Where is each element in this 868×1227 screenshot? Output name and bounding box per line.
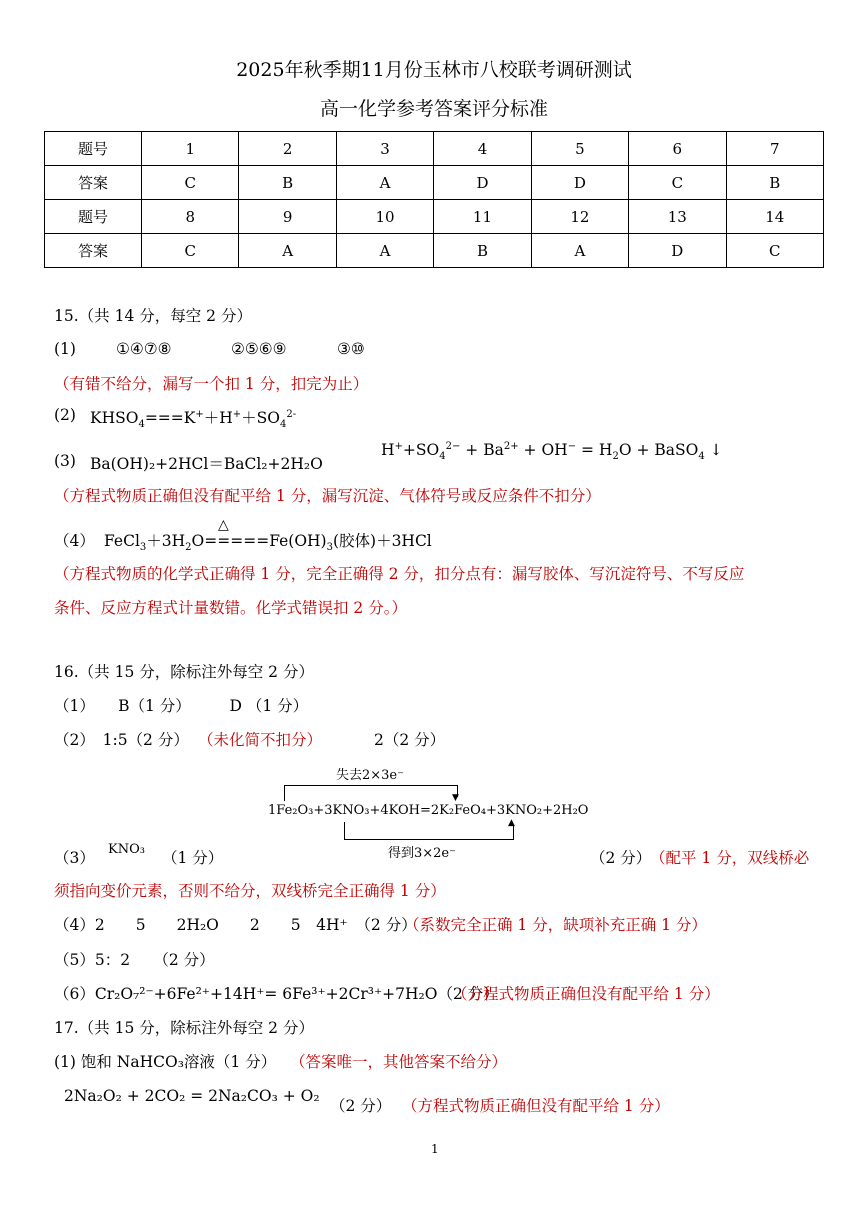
q16-3-kno3: KNO₃ bbox=[108, 842, 145, 857]
table-cell: B bbox=[434, 234, 531, 268]
q16-5-answer: （5）5：2 （2 分） bbox=[54, 951, 215, 969]
table-cell: D bbox=[629, 234, 726, 268]
q16-heading: 16.（共 15 分，除标注外每空 2 分） bbox=[54, 663, 314, 681]
q16-3-note-line2: 须指向变价元素，否则不给分，双线桥完全正确得 1 分） bbox=[54, 882, 446, 900]
bridge-bottom-right-leg bbox=[513, 826, 514, 840]
bridge-gain-label: 得到3×2e⁻ bbox=[388, 846, 456, 861]
bridge-bottom-left-leg bbox=[344, 822, 345, 840]
table-cell: D bbox=[531, 166, 628, 200]
q15-3-equation-2: $H^++SO_4^{2-} + Ba^{2+} + OH^- = H_2O$ + BaSO$_4$ ↓ bbox=[381, 440, 723, 463]
bridge-top-bar bbox=[284, 785, 458, 786]
table-cell: 1 bbox=[142, 132, 239, 166]
q16-3-score: （1 分） bbox=[162, 849, 224, 867]
table-cell: 9 bbox=[239, 200, 336, 234]
table-cell: C bbox=[726, 234, 823, 268]
table-cell: C bbox=[142, 166, 239, 200]
table-cell: C bbox=[629, 166, 726, 200]
table-row-label: 题号 bbox=[45, 132, 142, 166]
q16-2-answer-b: 2（2 分） bbox=[374, 731, 446, 749]
table-cell: B bbox=[726, 166, 823, 200]
q15-heading: 15.（共 14 分，每空 2 分） bbox=[54, 307, 252, 325]
q17-1-equation-note: （方程式物质正确但没有配平给 1 分） bbox=[402, 1097, 670, 1115]
table-row-label: 答案 bbox=[45, 234, 142, 268]
q15-2-number: (2) bbox=[54, 406, 76, 424]
table-cell: C bbox=[142, 234, 239, 268]
table-row-label: 题号 bbox=[45, 200, 142, 234]
table-cell: 5 bbox=[531, 132, 628, 166]
table-cell: A bbox=[239, 234, 336, 268]
heat-symbol: △ bbox=[218, 517, 229, 533]
bridge-bottom-arrow: ▲ bbox=[508, 818, 515, 828]
table-cell: A bbox=[336, 234, 433, 268]
q15-1-number: (1) bbox=[54, 340, 76, 358]
q16-2-note: （未化简不扣分） bbox=[198, 731, 323, 749]
table-cell: 10 bbox=[336, 200, 433, 234]
table-cell: A bbox=[336, 166, 433, 200]
q16-1-answer: （1） B（1 分） D （1 分） bbox=[54, 697, 309, 715]
bridge-bottom-bar bbox=[344, 839, 514, 840]
q15-1-note: （有错不给分，漏写一个扣 1 分，扣完为止） bbox=[54, 375, 369, 393]
bridge-top-left-leg bbox=[284, 785, 285, 801]
table-cell: 13 bbox=[629, 200, 726, 234]
q16-4-note: （系数完全正确 1 分，缺项补充正确 1 分） bbox=[404, 916, 707, 934]
table-cell: 2 bbox=[239, 132, 336, 166]
table-cell: 8 bbox=[142, 200, 239, 234]
q16-3-number: （3） bbox=[54, 849, 95, 867]
q17-1-answer: (1) 饱和 NaHCO₃溶液（1 分） bbox=[54, 1053, 277, 1071]
page-number: 1 bbox=[431, 1142, 439, 1156]
q15-3-number: (3) bbox=[54, 452, 76, 470]
q16-6-note: （方程式物质正确但没有配平给 1 分） bbox=[452, 985, 720, 1003]
q17-heading: 17.（共 15 分，除标注外每空 2 分） bbox=[54, 1019, 314, 1037]
q16-2-answer-a: （2） 1:5（2 分） bbox=[54, 731, 189, 749]
bridge-equation: 1Fe₂O₃+3KNO₃+4KOH=2K₂FeO₄+3KNO₂+2H₂O bbox=[268, 803, 589, 818]
table-row bbox=[45, 132, 824, 166]
table-row bbox=[45, 200, 824, 234]
page-title: 2025年秋季期11月份玉林市八校联考调研测试 bbox=[236, 59, 632, 81]
bridge-lose-label: 失去2×3e⁻ bbox=[336, 768, 404, 783]
q15-4-note-line2: 条件、反应方程式计量数错。化学式错误扣 2 分。） bbox=[54, 599, 407, 617]
table-cell: 4 bbox=[434, 132, 531, 166]
table-row bbox=[45, 234, 824, 268]
table-cell: 6 bbox=[629, 132, 726, 166]
table-cell: D bbox=[434, 166, 531, 200]
table-cell: 11 bbox=[434, 200, 531, 234]
q15-4-note-line1: （方程式物质的化学式正确得 1 分，完全正确得 2 分，扣分点有：漏写胶体、写沉淀符号、不写反应 bbox=[54, 565, 745, 583]
q15-3-note: （方程式物质正确但没有配平给 1 分，漏写沉淀、气体符号或反应条件不扣分） bbox=[54, 487, 601, 505]
table-row bbox=[45, 166, 824, 200]
table-cell: B bbox=[239, 166, 336, 200]
answer-table bbox=[44, 131, 824, 268]
q15-1-answer-b: ②⑤⑥⑨ bbox=[231, 340, 287, 358]
q15-3-equation-1: Ba(OH)₂+2HCl＝BaCl₂+2H₂O bbox=[90, 455, 323, 473]
table-cell: A bbox=[531, 234, 628, 268]
q17-1-equation-score: （2 分） bbox=[330, 1097, 392, 1115]
table-row-label: 答案 bbox=[45, 166, 142, 200]
q17-1-equation: 2Na₂O₂ + 2CO₂ = 2Na₂CO₃ + O₂ bbox=[64, 1087, 320, 1105]
q16-4-answer: （4）2 5 2H₂O 2 5 4H⁺ （2 分） bbox=[54, 916, 417, 934]
q15-4-number: （4） bbox=[54, 532, 95, 550]
table-cell: 14 bbox=[726, 200, 823, 234]
q17-1-note: （答案唯一，其他答案不给分） bbox=[290, 1053, 508, 1071]
bridge-top-arrow: ▼ bbox=[452, 793, 459, 803]
table-cell: 3 bbox=[336, 132, 433, 166]
q16-3-note-line1: （配平 1 分，双线桥必 bbox=[650, 849, 810, 867]
page-subtitle: 高一化学参考答案评分标准 bbox=[319, 98, 548, 120]
table-cell: 7 bbox=[726, 132, 823, 166]
q16-6-answer: （6）Cr₂O₇²⁻+6Fe²⁺+14H⁺= 6Fe³⁺+2Cr³⁺+7H₂O（2 分） bbox=[54, 985, 499, 1003]
q15-1-answer-a: ①④⑦⑧ bbox=[116, 340, 172, 358]
q16-3-bridge-score: （2 分） bbox=[590, 849, 652, 867]
q15-4-equation: $FeCl_3+3H_2O=====Fe(OH)_3$(胶体)＋3HCl bbox=[104, 532, 432, 554]
q15-1-answer-c: ③⑩ bbox=[337, 340, 365, 358]
q15-2-equation: $KHSO_4===K^++H^++SO_4^{2-}$ bbox=[90, 408, 297, 431]
table-cell: 12 bbox=[531, 200, 628, 234]
